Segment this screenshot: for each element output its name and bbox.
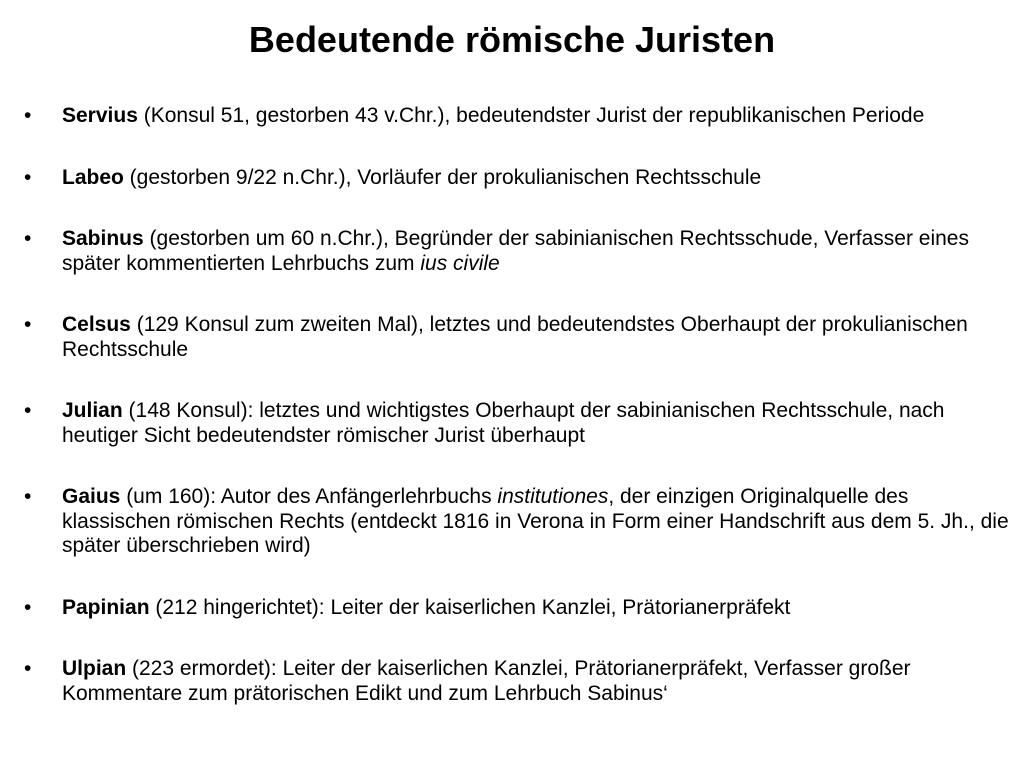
jurist-description: (212 hingerichtet): Leiter der kaiserlichen Kanzlei, Prätorianerpräfekt — [149, 595, 791, 619]
jurist-name: Ulpian — [62, 657, 127, 680]
jurist-description: (gestorben 9/22 n.Chr.), Vorläufer der prokulianischen Rechtsschule — [123, 165, 762, 189]
bullet-icon: • — [24, 165, 32, 189]
list-item-ulpian — [24, 657, 1020, 706]
bullet-icon: • — [24, 657, 32, 680]
list-item-labeo — [24, 166, 1020, 191]
jurist-name: Julian — [62, 399, 123, 422]
slide-title: Bedeutende römische Juristen — [248, 19, 776, 60]
jurist-name: Celsus — [62, 313, 131, 336]
bullet-icon: • — [24, 485, 32, 508]
jurist-description: (Konsul 51, gestorben 43 v.Chr.), bedeutendster Jurist der republikanischen Periode — [137, 104, 925, 127]
jurist-description-continued: , der einzigen Originalquelle des klassischen römischen Rechts (entdeckt 1816 in Verona in Form einer Handschrift aus dem 5. Jh., die später überschrieben wird) — [62, 485, 1009, 557]
jurist-italic-term: ius civile — [420, 251, 500, 275]
jurist-list — [24, 104, 1020, 743]
jurist-name: Gaius — [62, 485, 121, 508]
jurist-description: (um 160): Autor des Anfängerlehrbuchs — [120, 485, 498, 508]
jurist-italic-term: institutiones — [497, 485, 609, 508]
jurist-description: (gestorben um 60 n.Chr.), Begründer der sabinianischen Rechtsschude, Verfasser eines später kommentierten Lehrbuchs zum — [62, 227, 969, 275]
jurist-description: (148 Konsul): letztes und wichtigstes Oberhaupt der sabinianischen Rechtsschule, nach heutiger Sicht bedeutendster römischer Jurist überhaupt — [62, 399, 945, 447]
bullet-icon: • — [24, 104, 32, 127]
list-item-julian — [24, 399, 1020, 448]
jurist-name: Servius — [62, 104, 138, 127]
bullet-icon: • — [24, 399, 32, 422]
bullet-icon: • — [24, 313, 32, 336]
jurist-name: Labeo — [62, 165, 124, 189]
list-item-gaius — [24, 485, 1020, 559]
list-item-papinian — [24, 596, 1020, 621]
jurist-name: Papinian — [62, 595, 150, 619]
bullet-icon: • — [24, 595, 32, 619]
list-item-sabinus — [24, 227, 1020, 276]
jurist-description: (223 ermordet): Leiter der kaiserlichen Kanzlei, Prätorianerpräfekt, Verfasser großer Kommentare zum prätorischen Edikt und zum Lehrbuch Sabinus‘ — [62, 657, 911, 705]
list-item-celsus — [24, 313, 1020, 362]
jurist-name: Sabinus — [62, 227, 144, 250]
bullet-icon: • — [24, 227, 32, 250]
jurist-description: (129 Konsul zum zweiten Mal), letztes und bedeutendstes Oberhaupt der prokulianischen Rechtsschule — [62, 313, 968, 361]
list-item-servius — [24, 104, 1020, 129]
